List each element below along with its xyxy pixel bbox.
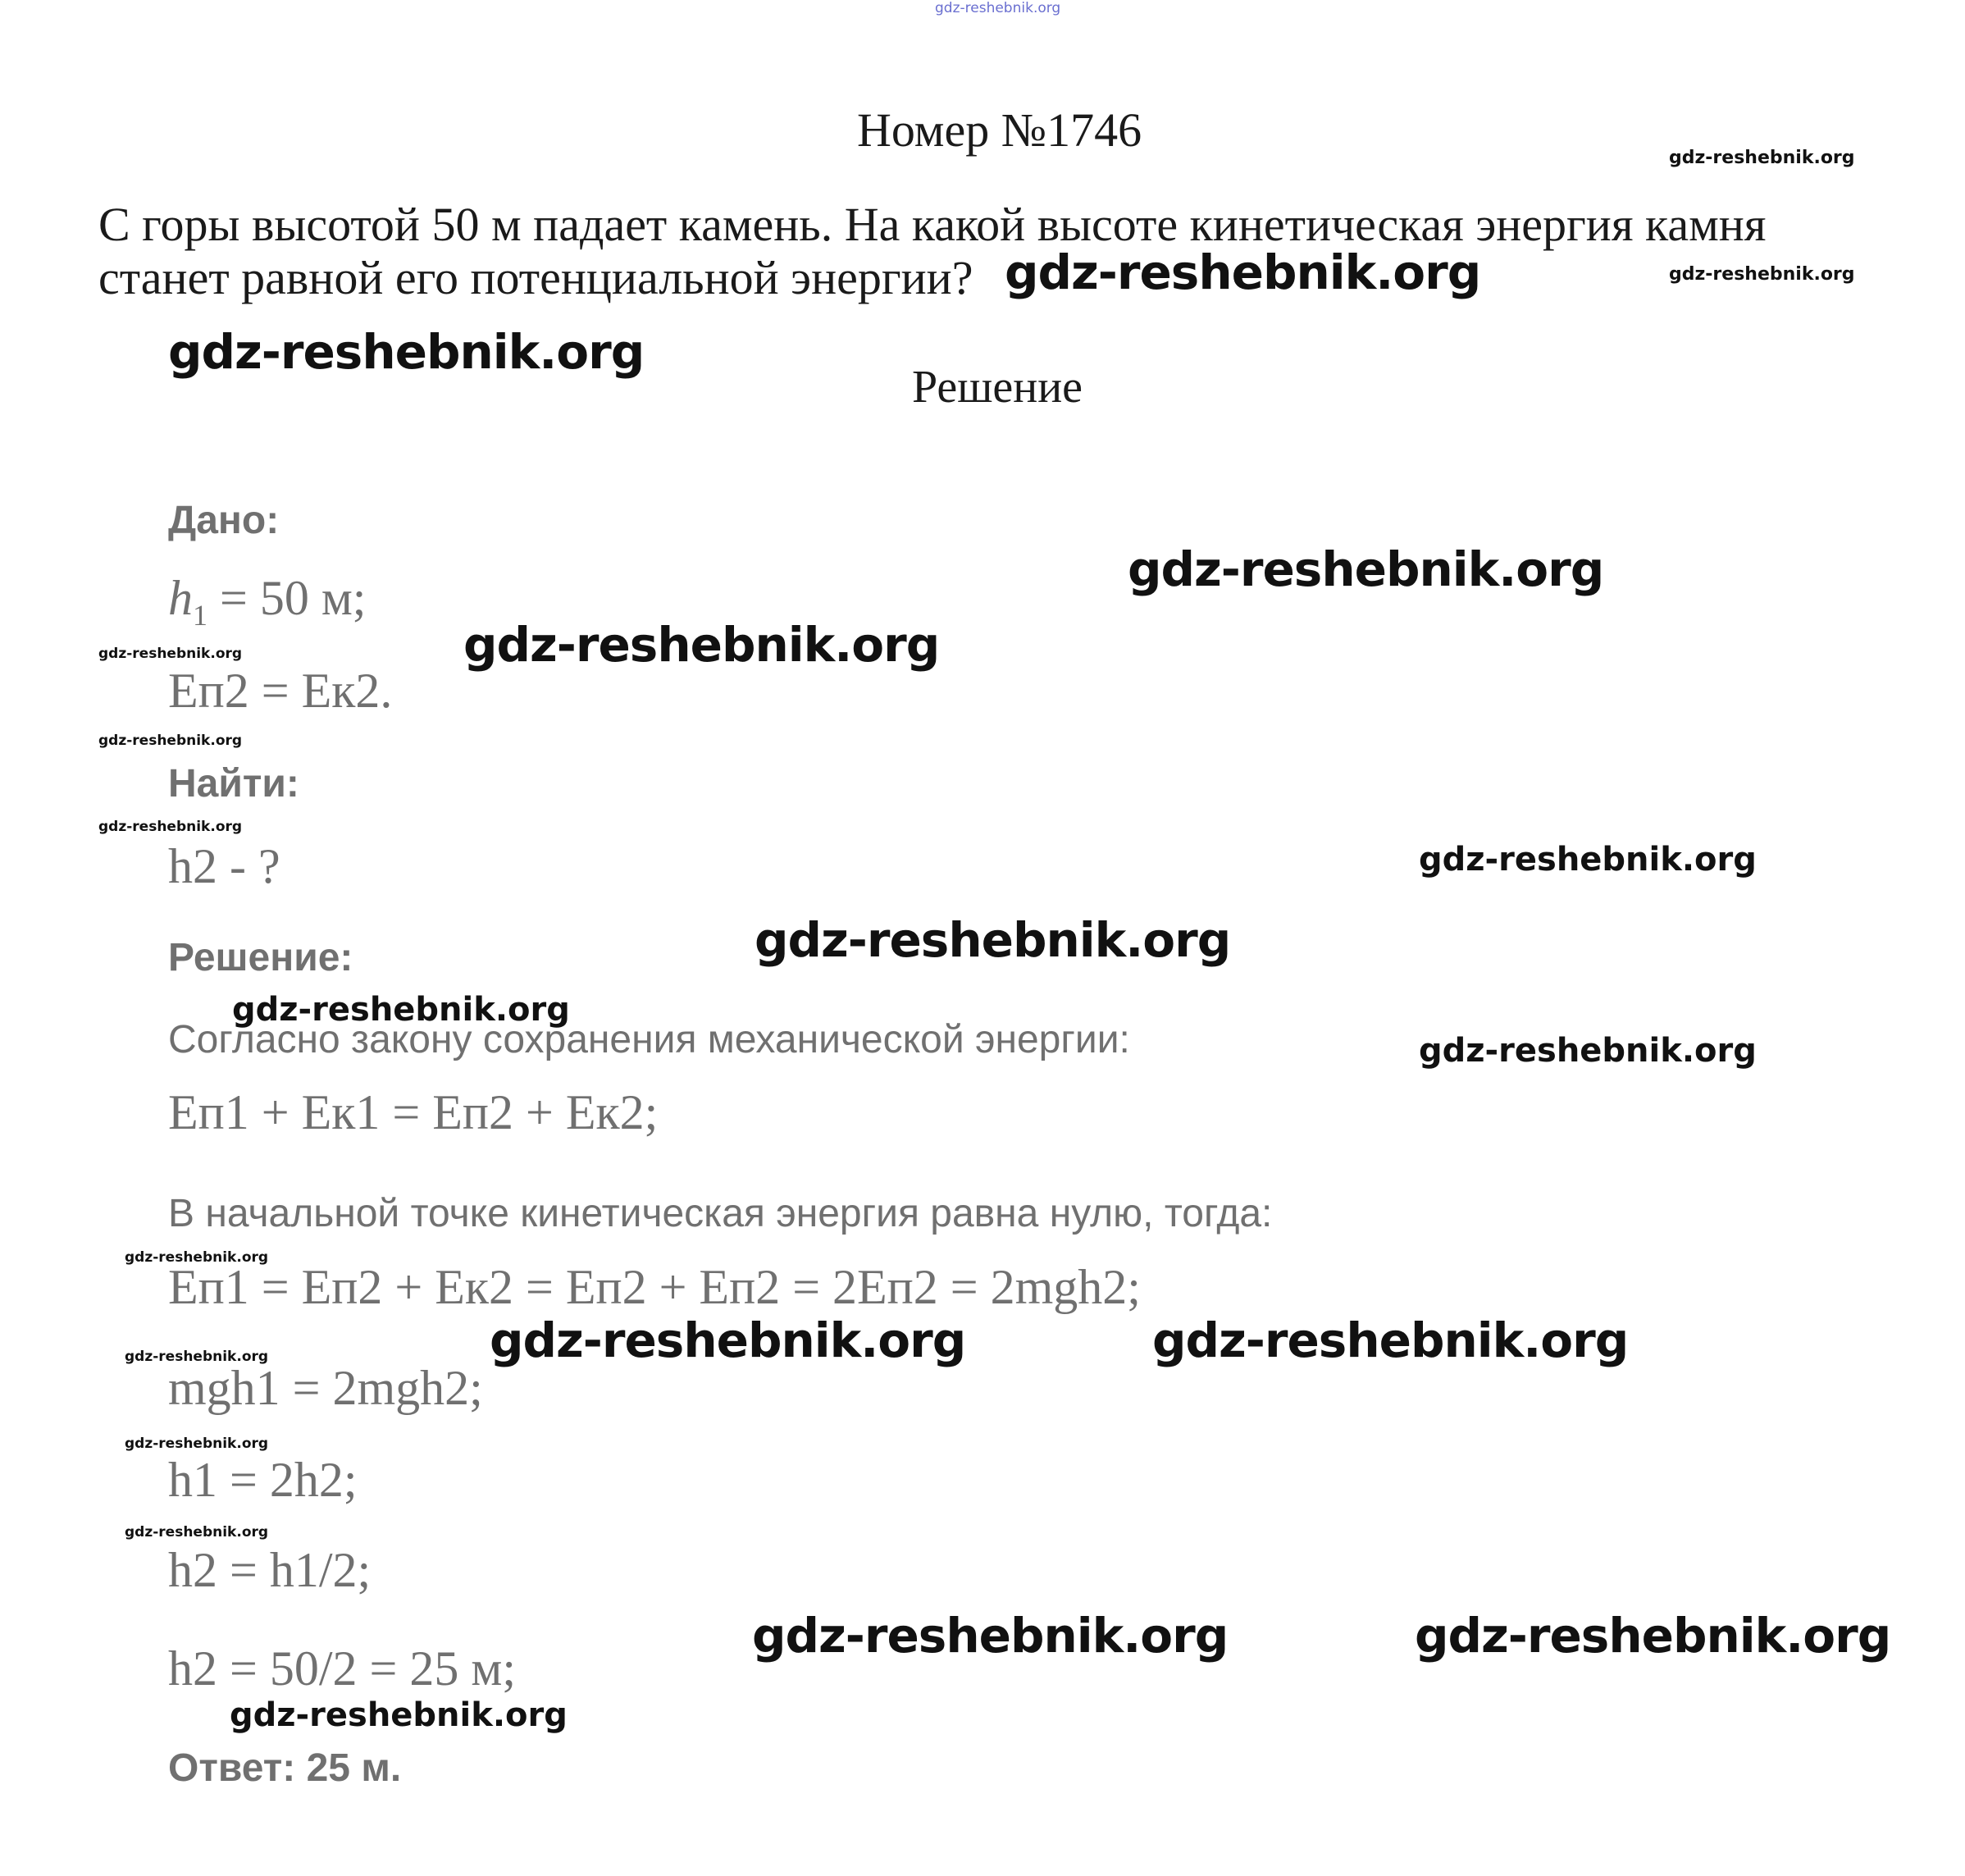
watermark-small: gdz-reshebnik.org bbox=[98, 646, 243, 662]
watermark-small: gdz-reshebnik.org bbox=[125, 1436, 269, 1452]
equation-chain: Eп1 = Eп2 + Eк2 = Eп2 + Eп2 = 2Eп2 = 2mgh2; bbox=[168, 1260, 1141, 1314]
watermark-small: gdz-reshebnik.org bbox=[98, 733, 243, 749]
problem-line-2: станет равной его потенциальной энергии? bbox=[98, 251, 973, 304]
watermark-large: gdz-reshebnik.org bbox=[1128, 541, 1604, 597]
given-h1: $h_1 = 50$ м; bbox=[168, 571, 367, 632]
find-h2: h2 - ? bbox=[168, 839, 280, 893]
watermark-small: gdz-reshebnik.org bbox=[125, 1524, 269, 1541]
watermark-small: gdz-reshebnik.org bbox=[98, 819, 243, 835]
page-title: Номер №1746 bbox=[857, 103, 1142, 157]
watermark-large: gdz-reshebnik.org bbox=[1415, 1608, 1891, 1664]
watermark-medium: gdz-reshebnik.org bbox=[232, 991, 570, 1029]
problem-line-1: С горы высотой 50 м падает камень. На какой высоте кинетическая энергия камня bbox=[98, 198, 1767, 251]
initial-point-text: В начальной точке кинетическая энергия равна нулю, тогда: bbox=[168, 1192, 1273, 1235]
find-label: Найти: bbox=[168, 762, 299, 806]
equation-h2-value: h2 = 50/2 = 25 м; bbox=[168, 1641, 516, 1696]
watermark-medium: gdz-reshebnik.org bbox=[230, 1696, 568, 1734]
equation-conservation: Eп1 + Eк1 = Eп2 + Eк2; bbox=[168, 1085, 659, 1139]
equation-mgh: mgh1 = 2mgh2; bbox=[168, 1361, 483, 1415]
watermark-large: gdz-reshebnik.org bbox=[755, 912, 1231, 968]
equation-h2-fraction: h2 = h1/2; bbox=[168, 1543, 372, 1597]
watermark-large: gdz-reshebnik.org bbox=[463, 617, 940, 673]
watermark-small: gdz-reshebnik.org bbox=[125, 1349, 269, 1365]
given-energy-equality: Eп2 = Eк2. bbox=[168, 664, 393, 718]
watermark-small: gdz-reshebnik.org bbox=[1669, 148, 1855, 168]
watermark-small: gdz-reshebnik.org bbox=[1669, 264, 1855, 285]
watermark-large: gdz-reshebnik.org bbox=[1005, 244, 1481, 300]
solution-heading: Решение bbox=[912, 362, 1083, 413]
equation-h1-2h2: h1 = 2h2; bbox=[168, 1453, 358, 1507]
answer: Ответ: 25 м. bbox=[168, 1746, 402, 1790]
watermark-large: gdz-reshebnik.org bbox=[1152, 1312, 1629, 1368]
given-label: Дано: bbox=[168, 499, 280, 542]
watermark-medium: gdz-reshebnik.org bbox=[1419, 1032, 1757, 1070]
watermark-medium: gdz-reshebnik.org bbox=[1419, 841, 1757, 879]
law-text: Согласно закону сохранения механической энергии: bbox=[168, 1018, 1130, 1061]
given-h1-value: = 50 м; bbox=[220, 571, 367, 625]
solution-label: Решение: bbox=[168, 936, 353, 979]
watermark-large: gdz-reshebnik.org bbox=[168, 324, 645, 380]
watermark-large: gdz-reshebnik.org bbox=[752, 1608, 1229, 1664]
watermark-large: gdz-reshebnik.org bbox=[490, 1312, 966, 1368]
top-watermark: gdz-reshebnik.org bbox=[935, 0, 1061, 16]
watermark-small: gdz-reshebnik.org bbox=[125, 1249, 269, 1266]
